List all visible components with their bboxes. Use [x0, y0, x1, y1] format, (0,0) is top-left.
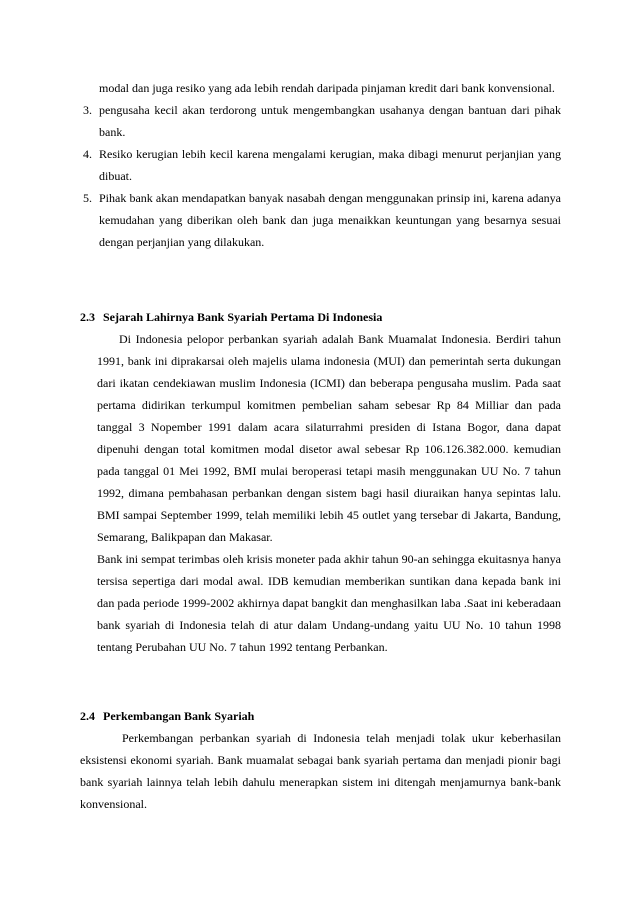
section-2-3: [80, 306, 561, 658]
list-item: [80, 187, 561, 253]
paragraph: Perkembangan perbankan syariah di Indonesia telah menjadi tolak ukur keberhasilan eksistensi ekonomi syariah. Bank muamalat sebagai bank syariah pertama dan menjadi pionir bagi bank syariah lainnya telah lebih dahulu menerapkan sistem ini ditengah menjamurnya bank-bank konvensional.: [80, 731, 561, 811]
list-item-text: Pihak bank akan mendapatkan banyak nasabah dengan menggunakan prinsip ini, karena adanya kemudahan yang diberikan oleh bank dan juga menaikkan keuntungan yang besarnya sesuai dengan perjanjian yang dilakukan.: [99, 191, 561, 249]
benefits-list: [80, 77, 561, 253]
list-item-number: 3.: [83, 103, 92, 117]
section-number: 2.4: [80, 709, 95, 723]
section-title: Perkembangan Bank Syariah: [103, 709, 255, 723]
list-item-text: pengusaha kecil akan terdorong untuk mengembangkan usahanya dengan bantuan dari pihak bank.: [99, 103, 561, 139]
list-item: [80, 99, 561, 143]
section-heading: [80, 306, 561, 328]
section-number: 2.3: [80, 310, 95, 324]
paragraph: Di Indonesia pelopor perbankan syariah adalah Bank Muamalat Indonesia. Berdiri tahun 1991, bank ini diprakarsai oleh majelis ulama indonesia (MUI) dan pemerintah serta dukungan dari ikatan cendekiawan muslim Indonesia (ICMI) dan beberapa pengusaha muslim. Pada saat pertama didirikan terkumpul komitmen pembelian saham sebesar Rp 84 Milliar dan pada tanggal 3 Nopember 1991 dalam acara silaturrahmi presiden di Istana Bogor, dana dapat dipenuhi dengan total komitmen modal disetor awal sebesar Rp 106.126.382.000. kemudian pada tanggal 01 Mei 1992, BMI mulai beroperasi tetapi masih menggunakan UU No. 7 tahun 1992, dimana pembahasan perbankan dengan sistem bagi hasil diuraikan hanya sepintas lalu. BMI sampai September 1999, telah memiliki lebih 45 outlet yang tersebar di Jakarta, Bandung, Semarang, Balikpapan dan Makasar.: [97, 332, 561, 544]
paragraph: Bank ini sempat terimbas oleh krisis moneter pada akhir tahun 90-an sehingga ekuitasnya hanya tersisa sepertiga dari modal awal. IDB kemudian memberikan suntikan dana kepada bank ini dan pada periode 1999-2002 akhirnya dapat bangkit dan menghasilkan laba .Saat ini keberadaan bank syariah di Indonesia telah di atur dalam Undang-undang yaitu UU No. 10 tahun 1998 tentang Perubahan UU No. 7 tahun 1992 tentang Perbankan.: [97, 552, 561, 654]
section-title: Sejarah Lahirnya Bank Syariah Pertama Di Indonesia: [103, 310, 383, 324]
section-heading: [80, 705, 561, 727]
list-item-continuation: modal dan juga resiko yang ada lebih rendah daripada pinjaman kredit dari bank konvensional.: [99, 81, 555, 95]
section-body: [80, 328, 561, 658]
section-2-4: [80, 705, 561, 815]
list-item-text: Resiko kerugian lebih kecil karena mengalami kerugian, maka dibagi menurut perjanjian yang dibuat.: [99, 147, 561, 183]
list-item-number: 5.: [83, 191, 92, 205]
list-item: [80, 143, 561, 187]
list-item-number: 4.: [83, 147, 92, 161]
